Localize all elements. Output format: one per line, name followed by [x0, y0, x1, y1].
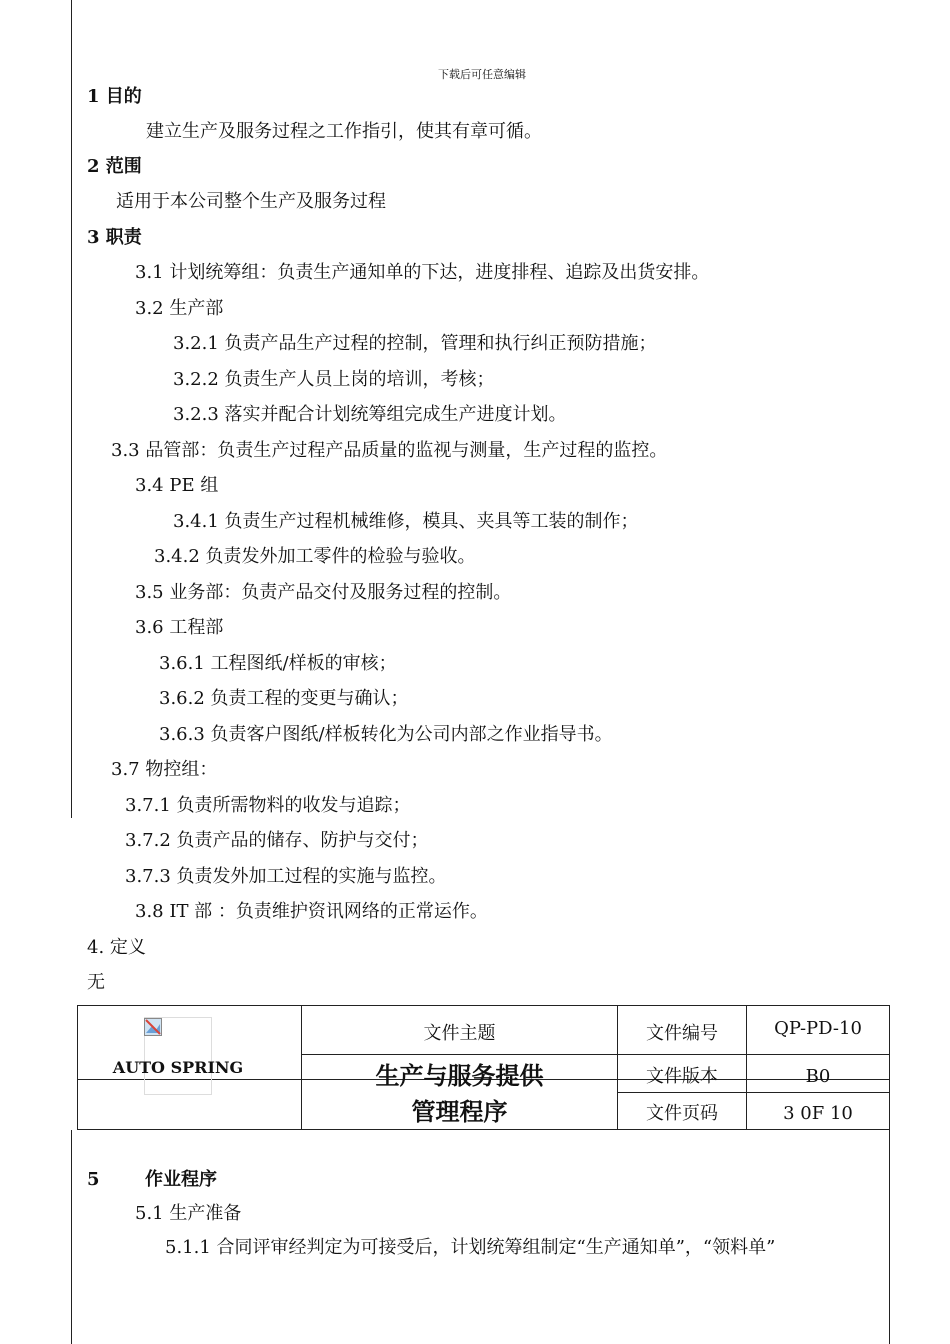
item-5-1: 5.1 生产准备 [135, 1203, 242, 1224]
item-3-7-2: 3.7.2 负责产品的储存、防护与交付； [125, 830, 429, 851]
section-2-title: 2 范围 [87, 156, 142, 177]
item-5-1-1: 5.1.1 合同评审经判定为可接受后，计划统筹组制定“生产通知单”，“领料单” [165, 1237, 776, 1258]
section-1-title: 1 目的 [87, 86, 142, 107]
header-note: 下载后可任意编辑 [438, 68, 526, 81]
subject-label: 文件主题 [423, 1023, 496, 1044]
item-3-7-1: 3.7.1 负责所需物料的收发与追踪； [125, 795, 411, 816]
page-value: 3 0F 10 [783, 1103, 853, 1124]
item-3-7-3: 3.7.3 负责发外加工过程的实施与监控。 [125, 866, 447, 887]
item-3-3: 3.3 品管部：负责生产过程产品质量的监视与测量，生产过程的监控。 [111, 440, 668, 461]
table-top-line [77, 1005, 890, 1006]
item-3-7: 3.7 物控组： [111, 759, 218, 780]
item-3-8: 3.8 IT 部 ：负责维护资讯网络的正常运作。 [135, 901, 488, 922]
page-label: 文件页码 [646, 1103, 718, 1124]
table-bottom-line [77, 1129, 890, 1130]
item-3-2-3: 3.2.3 落实并配合计划统筹组完成生产进度计划。 [173, 404, 567, 425]
section-2-body: 适用于本公司整个生产及服务过程 [116, 191, 386, 212]
left-border-bottom [71, 1130, 72, 1344]
section-5-number: 5 [87, 1169, 100, 1190]
section-3-title: 3 职责 [87, 227, 142, 248]
version-label: 文件版本 [646, 1066, 718, 1087]
item-3-6-3: 3.6.3 负责客户图纸/样板转化为公司内部之作业指导书。 [159, 724, 613, 745]
item-3-4-1: 3.4.1 负责生产过程机械维修，模具、夹具等工装的制作； [173, 511, 639, 532]
item-3-2-2: 3.2.2 负责生产人员上岗的培训，考核； [173, 369, 495, 390]
table-row2-line [617, 1092, 890, 1093]
document-title-line1: 生产与服务提供 [375, 1062, 544, 1090]
broken-image-icon [144, 1018, 162, 1036]
company-name: AUTO SPRING [112, 1058, 244, 1077]
section-4-body: 无 [87, 972, 105, 993]
item-3-6: 3.6 工程部 [135, 617, 224, 638]
item-3-4: 3.4 PE 组 [135, 475, 219, 496]
code-label: 文件编号 [646, 1023, 718, 1044]
code-value: QP-PD-10 [774, 1018, 862, 1039]
left-border-top [71, 0, 72, 818]
table-right-line [889, 1005, 890, 1130]
item-3-1: 3.1 计划统筹组：负责生产通知单的下达，进度排程、追踪及出货安排。 [135, 262, 710, 283]
item-3-6-2: 3.6.2 负责工程的变更与确认； [159, 688, 409, 709]
item-3-6-1: 3.6.1 工程图纸/样板的审核； [159, 653, 397, 674]
section-1-body: 建立生产及服务过程之工作指引，使其有章可循。 [146, 121, 542, 142]
item-3-5: 3.5 业务部：负责产品交付及服务过程的控制。 [135, 582, 512, 603]
item-3-2: 3.2 生产部 [135, 298, 224, 319]
right-border-bottom [889, 1130, 890, 1344]
table-row1-line [301, 1054, 890, 1055]
version-value: B0 [805, 1066, 831, 1087]
item-3-2-1: 3.2.1 负责产品生产过程的控制，管理和执行纠正预防措施； [173, 333, 657, 354]
section-4-title: 4. 定义 [87, 937, 146, 958]
section-5-title: 作业程序 [145, 1169, 217, 1190]
item-3-4-2: 3.4.2 负责发外加工零件的检验与验收。 [154, 546, 476, 567]
document-title-line2: 管理程序 [411, 1098, 508, 1126]
